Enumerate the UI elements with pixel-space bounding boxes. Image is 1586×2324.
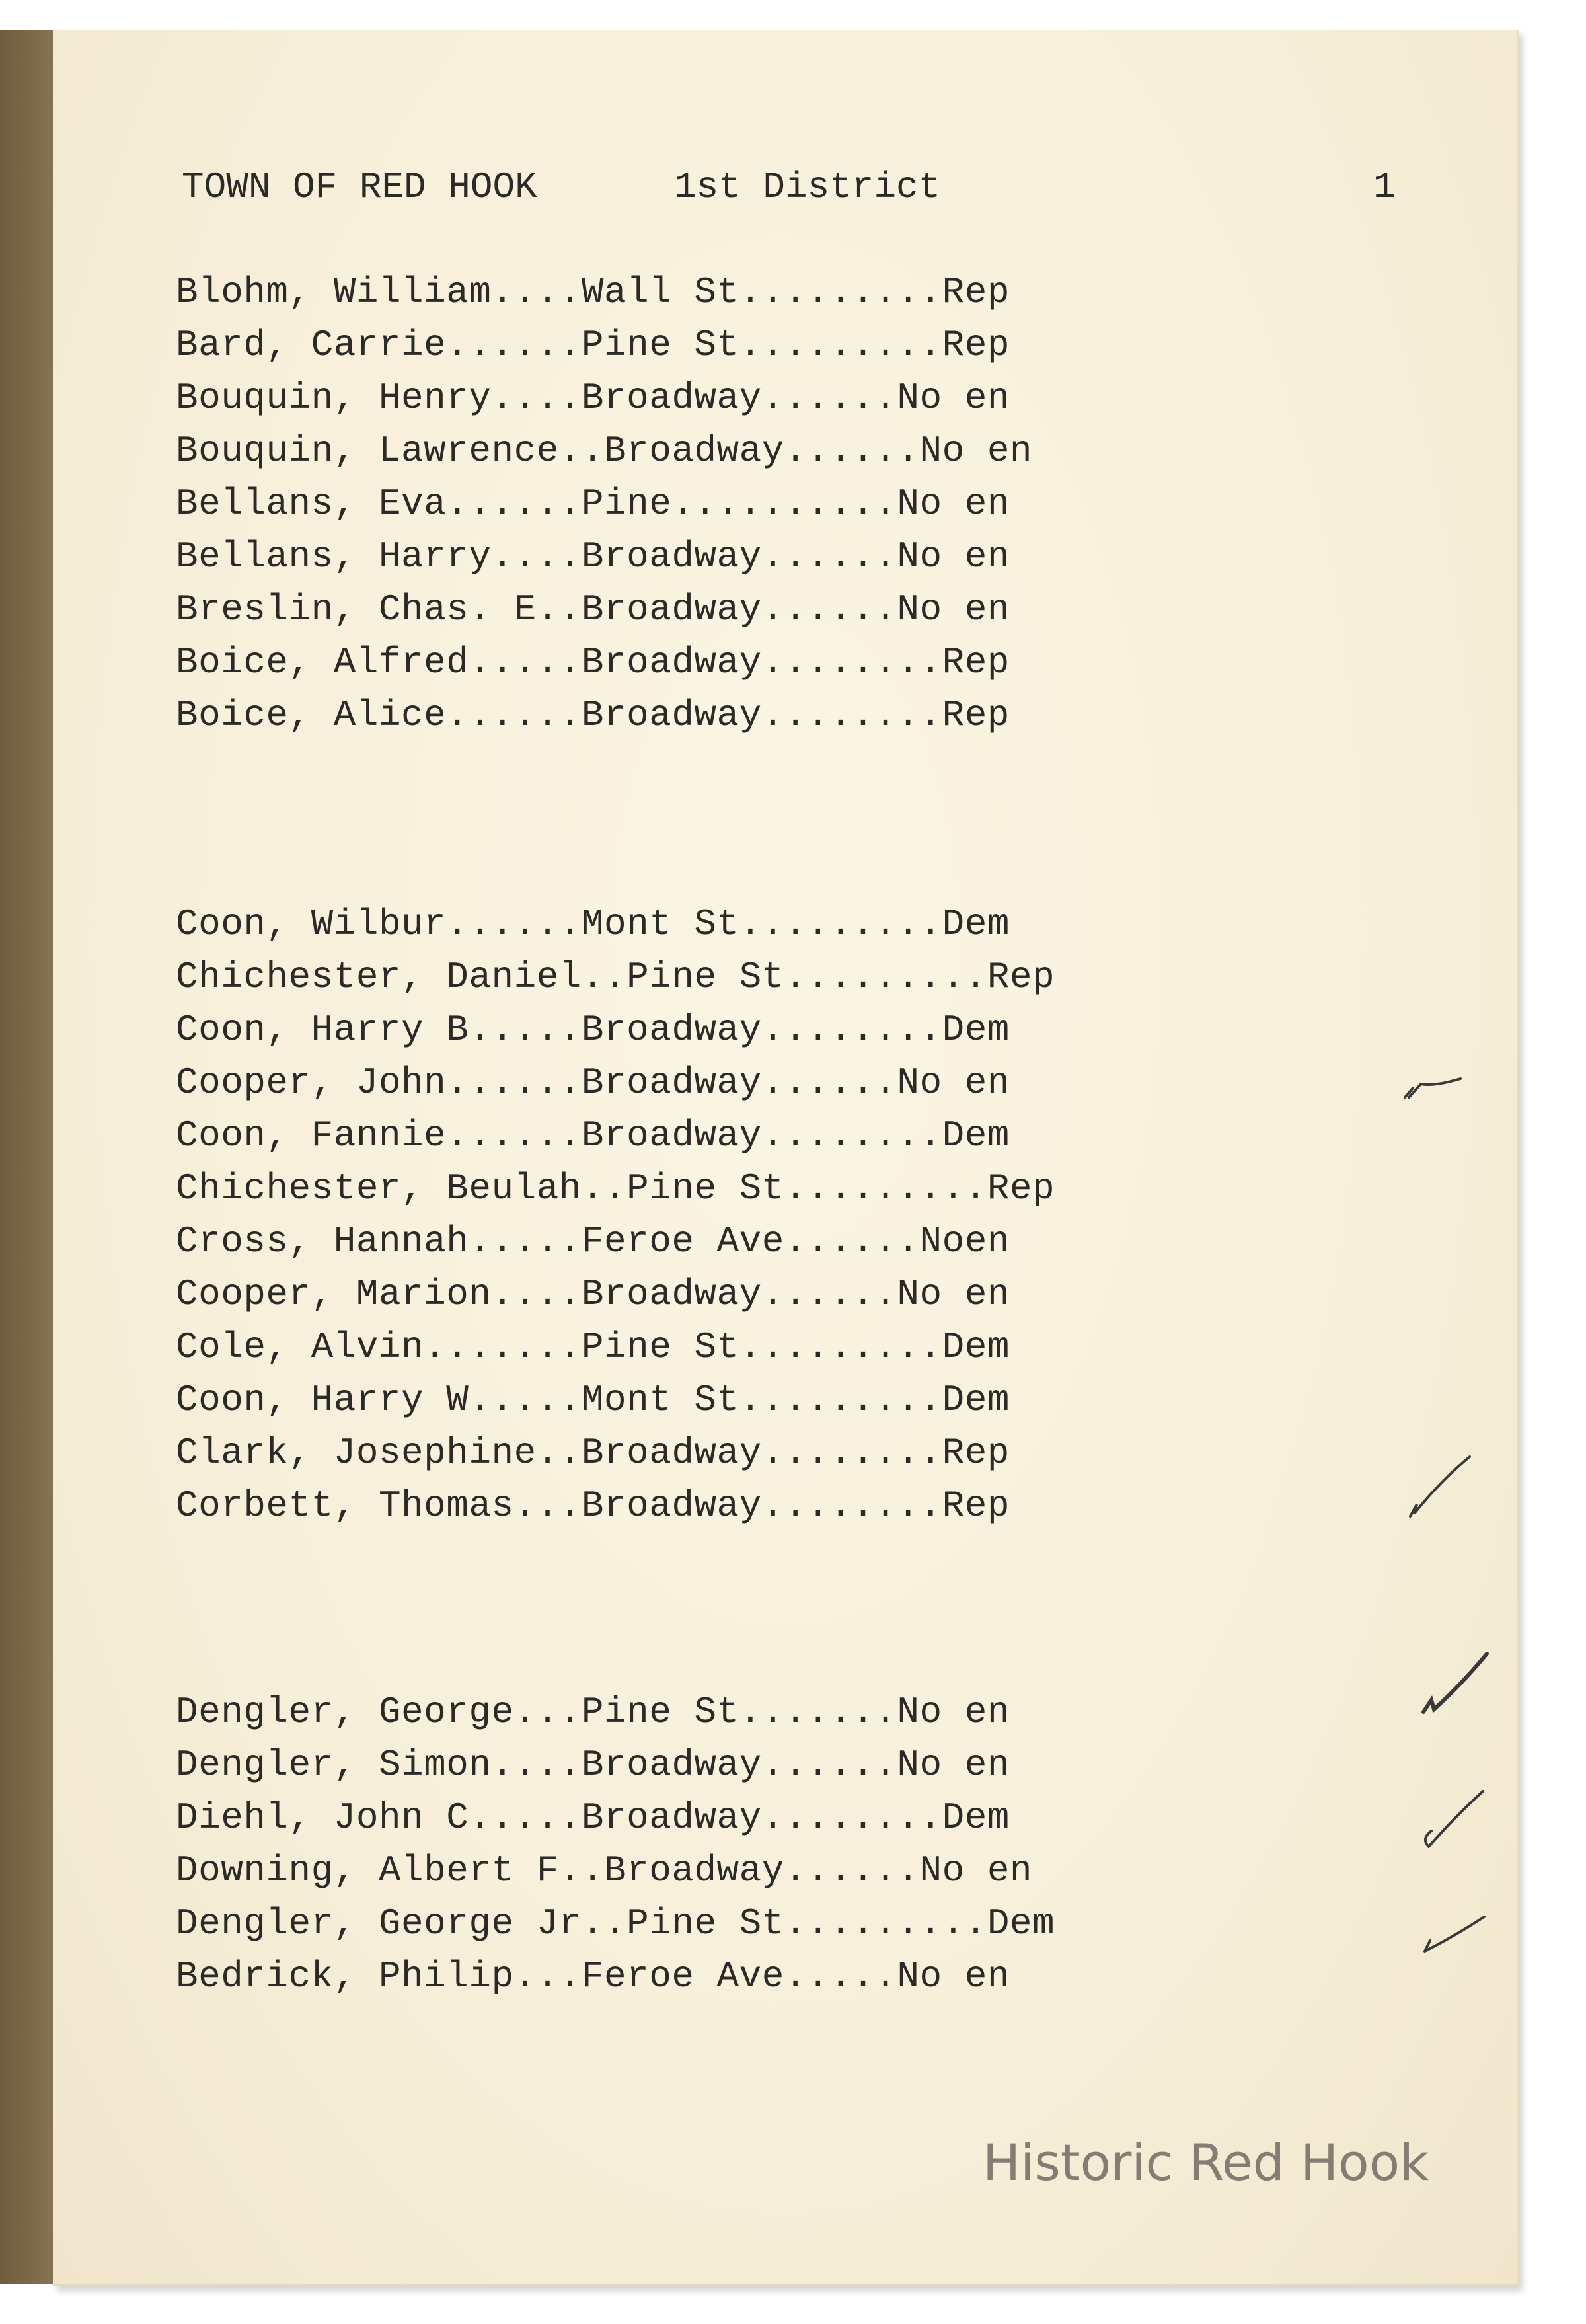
voter-name: Cooper, Marion: [176, 1273, 492, 1315]
voter-street: Broadway: [581, 1062, 762, 1104]
voter-party: Dem: [987, 1902, 1055, 1945]
voter-entry: [176, 1844, 1405, 1897]
voter-entry: [176, 1056, 1405, 1109]
dot-leader: ..: [558, 430, 605, 472]
dot-leader: .........: [739, 324, 942, 366]
dot-leader: ......: [784, 1849, 920, 1892]
dot-leader: .........: [784, 1902, 987, 1945]
dot-leader: ..........: [671, 483, 897, 525]
voter-entry: [176, 1738, 1405, 1791]
voter-entry: [176, 1897, 1405, 1950]
voter-street: Broadway: [581, 1797, 762, 1839]
dot-leader: ......: [761, 535, 897, 578]
pencil-check-mark-icon: [1414, 1890, 1493, 1970]
dot-leader: ....: [491, 1744, 582, 1786]
voter-entry: [176, 636, 1405, 689]
voter-street: Broadway: [604, 430, 784, 472]
page-title: TOWN OF RED HOOK: [182, 166, 537, 208]
dot-leader: ........: [761, 1114, 942, 1157]
voter-name: Bard, Carrie: [176, 324, 447, 366]
voter-party: Noen: [919, 1220, 1010, 1262]
voter-entry: [176, 1950, 1405, 2003]
voter-street: Feroe Ave: [581, 1955, 784, 1997]
voter-street: Broadway: [581, 535, 762, 578]
voter-street: Feroe Ave: [581, 1220, 784, 1262]
voter-party: No en: [897, 1744, 1010, 1786]
dot-leader: ..: [536, 588, 582, 631]
dot-leader: ..: [558, 1849, 605, 1892]
voter-name: Blohm, William: [176, 271, 492, 313]
voter-party: No en: [897, 1691, 1010, 1733]
voter-street: Wall St: [581, 271, 739, 313]
district-label: 1st District: [674, 166, 941, 208]
voter-name: Chichester, Beulah: [176, 1167, 582, 1210]
voter-name: Dengler, Simon: [176, 1744, 492, 1786]
voter-name: Bouquin, Lawrence: [176, 430, 559, 472]
dot-leader: ......: [761, 1744, 897, 1786]
dot-leader: ........: [761, 1009, 942, 1051]
voter-entry: [176, 266, 1405, 319]
dot-leader: .........: [784, 956, 987, 998]
dot-leader: .........: [739, 1326, 942, 1368]
voter-party: No en: [919, 1849, 1033, 1892]
voter-group-d: [176, 1685, 1405, 2003]
voter-name: Coon, Fannie: [176, 1114, 447, 1157]
dot-leader: ..: [536, 1432, 582, 1474]
voter-street: Broadway: [581, 588, 762, 631]
dot-leader: ....: [491, 271, 582, 313]
voter-party: Dem: [942, 1379, 1010, 1421]
pencil-check-mark-icon: [1414, 1778, 1493, 1857]
voter-name: Corbett, Thomas: [176, 1485, 514, 1527]
voter-entry: [176, 371, 1405, 424]
voter-name: Cooper, John: [176, 1062, 447, 1104]
dot-leader: ......: [446, 1114, 582, 1157]
dot-leader: .........: [739, 1379, 942, 1421]
dot-leader: ......: [446, 694, 582, 736]
voter-street: Mont St: [581, 903, 739, 945]
voter-street: Broadway: [581, 1273, 762, 1315]
dot-leader: .....: [469, 1797, 582, 1839]
voter-party: Dem: [942, 903, 1010, 945]
voter-entry: [176, 1003, 1405, 1056]
voter-party: Dem: [942, 1797, 1010, 1839]
voter-entry: [176, 1268, 1405, 1321]
voter-group-c: [176, 898, 1405, 1532]
voter-party: No en: [897, 1273, 1010, 1315]
dot-leader: ....: [491, 1273, 582, 1315]
voter-party: No en: [919, 430, 1033, 472]
voter-party: Dem: [942, 1009, 1010, 1051]
dot-leader: .........: [784, 1167, 987, 1210]
dot-leader: ...: [513, 1485, 582, 1527]
voter-entry: [176, 477, 1405, 530]
voter-entry: [176, 1685, 1405, 1738]
dot-leader: .........: [739, 903, 942, 945]
voter-name: Coon, Harry W: [176, 1379, 469, 1421]
pencil-check-mark-icon: [1401, 1448, 1480, 1527]
voter-street: Broadway: [581, 1114, 762, 1157]
voter-street: Broadway: [581, 641, 762, 683]
voter-name: Downing, Albert F: [176, 1849, 559, 1892]
dot-leader: ....: [491, 377, 582, 419]
voter-street: Pine St: [581, 1326, 739, 1368]
voter-street: Pine St: [581, 1691, 739, 1733]
voter-street: Broadway: [581, 1485, 762, 1527]
voter-entry: [176, 583, 1405, 636]
voter-name: Bellans, Harry: [176, 535, 492, 578]
voter-entry: [176, 319, 1405, 371]
dot-leader: ......: [784, 1220, 920, 1262]
voter-street: Broadway: [581, 1432, 762, 1474]
voter-name: Clark, Josephine: [176, 1432, 537, 1474]
dot-leader: ..: [581, 1902, 627, 1945]
voter-name: Cole, Alvin: [176, 1326, 424, 1368]
voter-entry: [176, 530, 1405, 583]
voter-street: Broadway: [604, 1849, 784, 1892]
voter-party: No en: [897, 588, 1010, 631]
voter-entry: [176, 1321, 1405, 1374]
dot-leader: ......: [761, 377, 897, 419]
voter-street: Broadway: [581, 377, 762, 419]
pencil-check-mark-icon: [1394, 1044, 1474, 1124]
voter-party: Rep: [942, 694, 1010, 736]
dot-leader: ..: [581, 956, 627, 998]
voter-party: Rep: [942, 641, 1010, 683]
dot-leader: ......: [761, 588, 897, 631]
dot-leader: ......: [784, 430, 920, 472]
dot-leader: ......: [761, 1062, 897, 1104]
voter-party: No en: [897, 535, 1010, 578]
voter-name: Bedrick, Philip: [176, 1955, 514, 1997]
voter-party: Dem: [942, 1114, 1010, 1157]
dot-leader: .........: [739, 271, 942, 313]
voter-name: Bellans, Eva: [176, 483, 447, 525]
voter-street: Pine St: [581, 324, 739, 366]
voter-party: No en: [897, 483, 1010, 525]
voter-name: Breslin, Chas. E: [176, 588, 537, 631]
voter-entry: [176, 950, 1405, 1003]
voter-name: Boice, Alfred: [176, 641, 469, 683]
voter-party: Rep: [987, 1167, 1055, 1210]
voter-street: Pine: [581, 483, 672, 525]
dot-leader: ......: [446, 483, 582, 525]
dot-leader: ........: [761, 694, 942, 736]
dot-leader: .....: [469, 1220, 582, 1262]
book-binding: [0, 30, 58, 2284]
voter-street: Pine St: [626, 1167, 784, 1210]
voter-party: Rep: [942, 324, 1010, 366]
voter-party: No en: [897, 377, 1010, 419]
voter-name: Bouquin, Henry: [176, 377, 492, 419]
dot-leader: ......: [761, 1273, 897, 1315]
voter-entry: [176, 1162, 1405, 1215]
dot-leader: ......: [446, 324, 582, 366]
voter-entry: [176, 1109, 1405, 1162]
voter-party: No en: [897, 1955, 1010, 1997]
dot-leader: ........: [761, 1485, 942, 1527]
watermark-text: Historic Red Hook: [983, 2133, 1429, 2192]
voter-street: Broadway: [581, 694, 762, 736]
voter-entry: [176, 1479, 1405, 1532]
voter-name: Dengler, George: [176, 1691, 514, 1733]
dot-leader: ...: [513, 1691, 582, 1733]
voter-name: Cross, Hannah: [176, 1220, 469, 1262]
voter-party: Rep: [942, 271, 1010, 313]
voter-name: Coon, Wilbur: [176, 903, 447, 945]
voter-street: Broadway: [581, 1744, 762, 1786]
voter-name: Dengler, George Jr: [176, 1902, 582, 1945]
voter-street: Broadway: [581, 1009, 762, 1051]
voter-entry: [176, 1215, 1405, 1268]
dot-leader: .....: [469, 1379, 582, 1421]
voter-entry: [176, 1374, 1405, 1426]
dot-leader: ....: [491, 535, 582, 578]
dot-leader: .......: [424, 1326, 582, 1368]
dot-leader: .....: [469, 641, 582, 683]
voter-name: Coon, Harry B: [176, 1009, 469, 1051]
voter-party: Rep: [942, 1432, 1010, 1474]
voter-street: Mont St: [581, 1379, 739, 1421]
dot-leader: ......: [446, 1062, 582, 1104]
dot-leader: ..: [581, 1167, 627, 1210]
voter-name: Boice, Alice: [176, 694, 447, 736]
voter-street: Pine St: [626, 956, 784, 998]
dot-leader: ........: [761, 641, 942, 683]
voter-entry: [176, 1426, 1405, 1479]
voter-group-b: [176, 266, 1405, 742]
dot-leader: ...: [513, 1955, 582, 1997]
voter-entry: [176, 689, 1405, 742]
voter-party: Dem: [942, 1326, 1010, 1368]
page-number: 1: [1373, 166, 1396, 208]
voter-party: Rep: [942, 1485, 1010, 1527]
voter-entry: [176, 424, 1405, 477]
dot-leader: .....: [469, 1009, 582, 1051]
voter-party: No en: [897, 1062, 1010, 1104]
voter-street: Pine St: [626, 1902, 784, 1945]
dot-leader: ........: [761, 1797, 942, 1839]
pencil-check-mark-icon: [1414, 1646, 1493, 1725]
voter-entry: [176, 1791, 1405, 1844]
dot-leader: ......: [446, 903, 582, 945]
voter-name: Chichester, Daniel: [176, 956, 582, 998]
voter-party: Rep: [987, 956, 1055, 998]
voter-name: Diehl, John C: [176, 1797, 469, 1839]
voter-entry: [176, 898, 1405, 950]
dot-leader: ........: [761, 1432, 942, 1474]
dot-leader: .......: [739, 1691, 897, 1733]
dot-leader: .....: [784, 1955, 897, 1997]
